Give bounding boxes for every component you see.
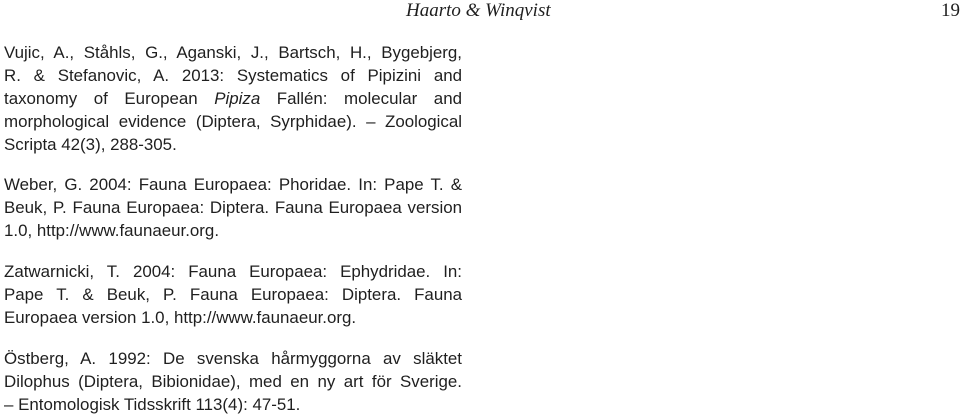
reference-line: Weber, G. 2004: Fauna Europaea: Phoridae. In: Pape T. & xyxy=(4,175,462,194)
reference-line: Europaea version 1.0, http://www.faunaeur.org. xyxy=(4,308,357,327)
reference-line: Beuk, P. Fauna Europaea: Diptera. Fauna Europaea version xyxy=(4,198,462,217)
reference-line: – Entomologisk Tidsskrift 113(4): 47-51. xyxy=(4,395,301,414)
reference-line: Zatwarnicki, T. 2004: Fauna Europaea: Ephydridae. In: xyxy=(4,262,462,281)
reference-line: Östberg, A. 1992: De svenska hårmyggorna av släktet xyxy=(4,349,462,368)
reference-line: Pape T. & Beuk, P. Fauna Europaea: Diptera. Fauna xyxy=(4,285,462,304)
reference-line xyxy=(4,88,462,110)
reference-text: Fallén: molecular and xyxy=(260,89,462,108)
reference-line: morphological evidence (Diptera, Syrphidae). – Zoological xyxy=(4,112,462,131)
reference-line: Scripta 42(3), 288-305. xyxy=(4,135,177,154)
page-number: 19 xyxy=(941,0,960,21)
running-head: Haarto & Winqvist xyxy=(406,0,551,21)
genus-name: Pipiza xyxy=(214,89,261,108)
reference-line: Dilophus (Diptera, Bibionidae), med en ny art för Sverige. xyxy=(4,372,462,391)
reference-text: taxonomy of European xyxy=(4,89,215,108)
reference-line: 1.0, http://www.faunaeur.org. xyxy=(4,221,220,240)
reference-line: Vujic, A., Ståhls, G., Aganski, J., Bartsch, H., Bygebjerg, xyxy=(4,43,462,62)
reference-line: R. & Stefanovic, A. 2013: Systematics of Pipizini and xyxy=(4,66,462,85)
